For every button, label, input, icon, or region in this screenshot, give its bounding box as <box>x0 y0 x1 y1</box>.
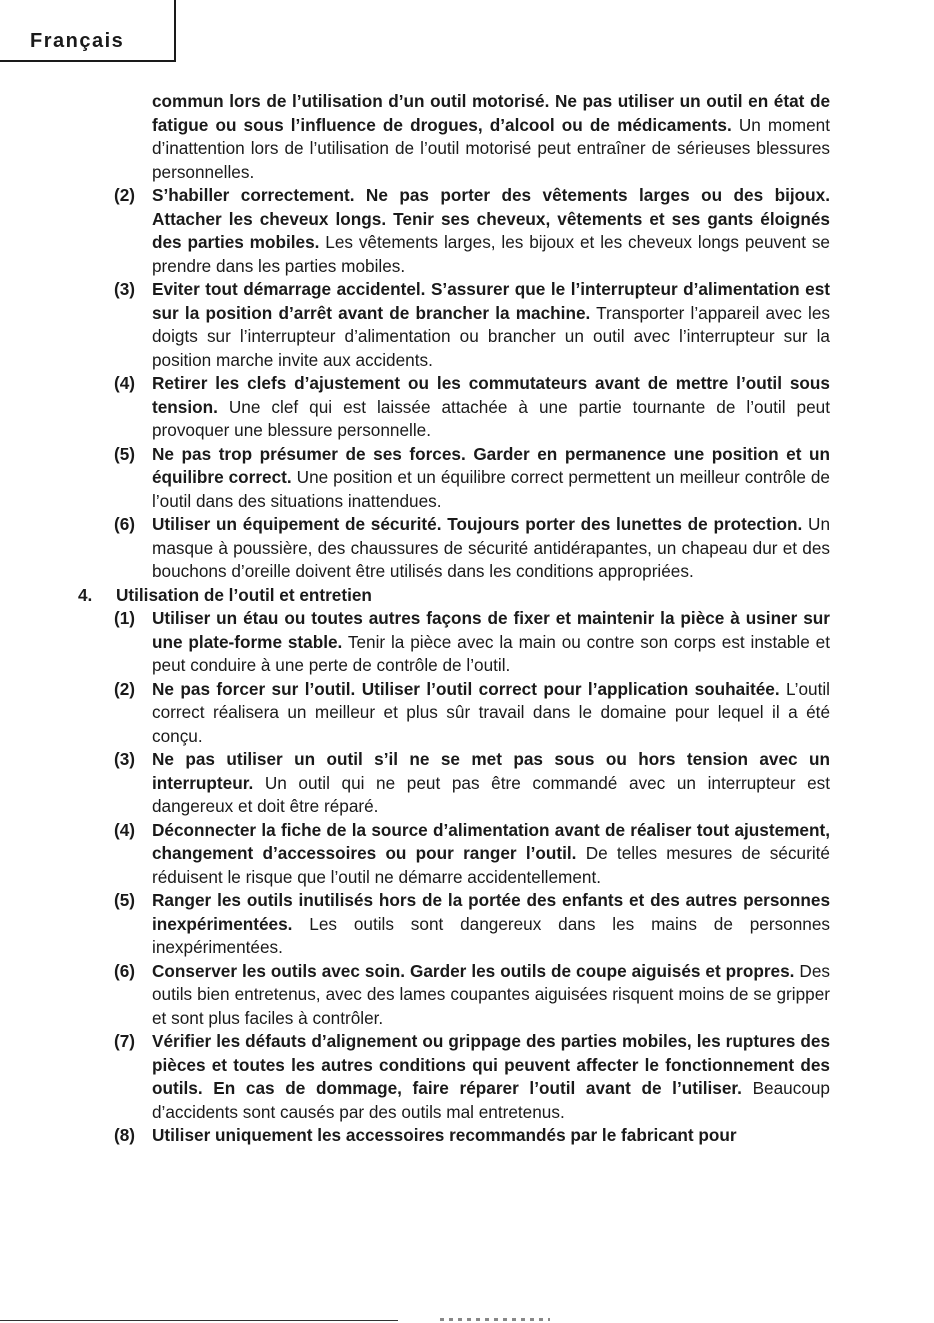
list-item <box>114 184 830 278</box>
item-number: (6) <box>114 514 136 534</box>
list-item <box>114 678 830 749</box>
list-item <box>114 372 830 443</box>
item-number: (1) <box>114 608 136 628</box>
item-bold: Retirer les clefs d’ajustement ou les commutateurs avant de mettre l’outil sous tension. <box>152 373 830 417</box>
list-item <box>114 819 830 890</box>
item-bold: Eviter tout démarrage accidentel. S’assurer que le l’interrupteur d’alimentation est sur la position d’arrêt avant de brancher la machine. <box>152 279 830 323</box>
item-bold: Ranger les outils inutilisés hors de la portée des enfants et des autres personnes inexpérimentées. <box>152 890 830 934</box>
item-text: Un outil qui ne peut pas être commandé avec un interrupteur est dangereux et doit être réparé. <box>152 772 830 816</box>
item-number: (5) <box>114 443 136 464</box>
item-text: Une position et un équilibre correct permettent un meilleur contrôle de l’outil dans des situations inattendues. <box>152 467 830 511</box>
item-bold: Ne pas utiliser un outil s’il ne se met pas sous ou hors tension avec un interrupteur. <box>152 749 830 793</box>
item-number: (8) <box>114 1125 136 1145</box>
item-text: Beaucoup d’accidents sont causés par des outils mal entretenus. <box>152 1078 830 1122</box>
item-number: (4) <box>114 819 136 840</box>
item-text: Les outils sont dangereux dans les mains de personnes inexpérimentées. <box>152 913 830 957</box>
list-item <box>114 278 830 372</box>
item-number: (4) <box>114 373 136 393</box>
item-number: (5) <box>114 890 136 910</box>
item-bold: Ne pas forcer sur l’outil. Utiliser l’outil correct pour l’application souhaitée. <box>152 678 780 699</box>
item-text: Tenir la pièce avec la main ou contre son corps est instable et peut conduire à une perte de contrôle de l’outil. <box>152 631 830 675</box>
section-number: 4. <box>78 584 93 605</box>
section-heading <box>78 584 934 608</box>
item-bold: Utiliser un étau ou toutes autres façons de fixer et maintenir la pièce à usiner sur une plate-forme stable. <box>152 608 830 652</box>
item-bold: S’habiller correctement. Ne pas porter des vêtements larges ou des bijoux. Attacher les cheveux longs. Tenir ses cheveux, vêtements et ses gants éloignés des parties mobiles. <box>152 185 830 252</box>
list-item <box>114 513 831 584</box>
item-text: Un masque à poussière, des chaussures de sécurité antidérapantes, un chapeau dur et des bouchons d’oreille doivent être utilisés dans les conditions appropriées. <box>152 514 831 581</box>
item-bold: Ne pas trop présumer de ses forces. Garder en permanence une position et un équilibre correct. <box>152 443 830 487</box>
paragraph-bold: commun lors de l’utilisation d’un outil motorisé. Ne pas utiliser un outil en état de fatigue ou sous l’influence de drogues, d’alcool ou de médicaments. <box>152 91 830 135</box>
item-text: L’outil correct réalisera un meilleur et plus sûr travail dans le domaine pour lequel il a été conçu. <box>152 678 830 746</box>
list-item <box>114 748 830 819</box>
item-number: (3) <box>114 749 136 769</box>
item-text: Transporter l’appareil avec les doigts sur l’interrupteur d’alimentation ou brancher un outil avec l’interrupteur sur la position marche invite aux accidents. <box>152 302 830 370</box>
footer-print-mark <box>440 1318 550 1321</box>
language-tab <box>0 0 176 62</box>
item-text: Une clef qui est laissée attachée à une partie tournante de l’outil peut provoquer une blessure personnelle. <box>152 396 830 440</box>
list-item <box>114 607 830 678</box>
item-text: Des outils bien entretenus, avec des lames coupantes aiguisées risquent moins de se gripper et sont plus faciles à contrôler. <box>152 960 830 1028</box>
list-item <box>114 1030 830 1124</box>
list-item <box>114 1124 830 1148</box>
section-title: Utilisation de l’outil et entretien <box>116 584 372 605</box>
language-label: Français <box>30 30 125 52</box>
item-number: (2) <box>114 678 136 699</box>
list-item <box>114 889 830 960</box>
list-item <box>114 443 830 514</box>
item-number: (3) <box>114 279 136 299</box>
item-number: (7) <box>114 1031 136 1051</box>
item-bold: Déconnecter la fiche de la source d’alimentation avant de réaliser tout ajustement, changement d’accessoires ou pour ranger l’outil. <box>152 819 830 863</box>
item-bold: Conserver les outils avec soin. Garder les outils de coupe aiguisés et propres. <box>152 960 795 981</box>
footer-rule <box>0 1320 398 1321</box>
item-bold: Utiliser uniquement les accessoires recommandés par le fabricant pour <box>152 1125 737 1145</box>
item-text: De telles mesures de sécurité réduisent le risque que l’outil ne démarre accidentellement. <box>152 843 830 887</box>
item-bold: Utiliser un équipement de sécurité. Toujours porter des lunettes de protection. <box>152 514 803 534</box>
page-content <box>0 90 934 1148</box>
list-item <box>114 960 830 1031</box>
continued-paragraph <box>152 90 830 184</box>
paragraph-text: Un moment d’inattention lors de l’utilisation de l’outil motorisé peut entraîner de sérieuses blessures personnelles. <box>152 114 831 182</box>
item-number: (6) <box>114 960 136 981</box>
item-number: (2) <box>114 185 136 205</box>
item-bold: Vérifier les défauts d’alignement ou grippage des parties mobiles, les ruptures des pièces et toutes les autres conditions qui peuvent affecter le fonctionnement des outils. En cas de dommage, faire réparer l’outil avant de l’utiliser. <box>152 1031 830 1098</box>
item-text: Les vêtements larges, les bijoux et les cheveux longs peuvent se prendre dans les parties mobiles. <box>152 232 830 276</box>
